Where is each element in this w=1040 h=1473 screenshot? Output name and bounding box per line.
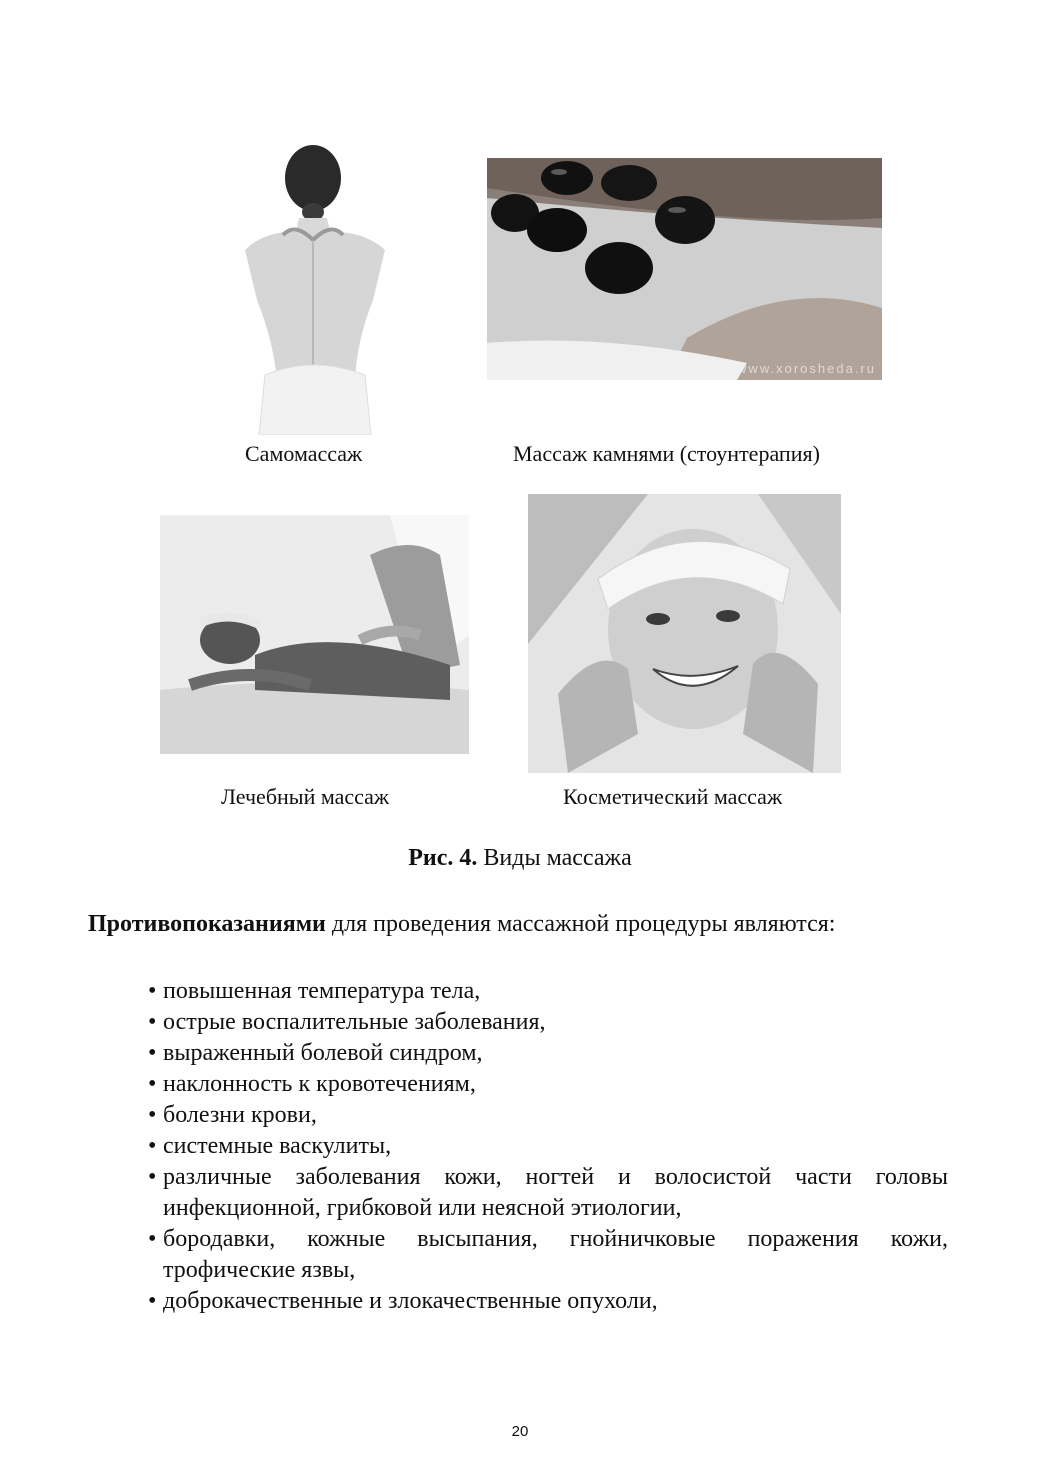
list-item-text: наклонность к кровотечениям,: [163, 1071, 476, 1097]
watermark-text: www.xorosheda.ru: [737, 361, 876, 376]
therapeutic-massage-illustration: [160, 515, 469, 754]
photo-self-massage: [235, 140, 395, 435]
list-item-text: бородавки, кожные высыпания, гнойничковые поражения кожи, трофические язвы,: [163, 1226, 948, 1283]
figure-title-label: Рис. 4.: [408, 845, 478, 871]
caption-cosmetic-massage: Косметический массаж: [563, 784, 783, 809]
photo-therapeutic-massage: [160, 515, 469, 754]
page-number: 20: [511, 1423, 529, 1440]
list-item-text: различные заболевания кожи, ногтей и волосистой части головы инфекционной, грибковой или неясной этиологии,: [163, 1164, 948, 1221]
contraindications-paragraph: [88, 908, 943, 940]
bullet-icon: •: [148, 1040, 157, 1066]
list-item: [148, 1224, 948, 1286]
photo-cosmetic-massage: [528, 494, 841, 773]
self-massage-illustration: [235, 140, 395, 435]
bullet-icon: •: [148, 1071, 157, 1097]
list-item-text: острые воспалительные заболевания,: [163, 1009, 546, 1035]
list-item-text: болезни крови,: [163, 1102, 317, 1128]
list-item: [148, 1007, 948, 1038]
list-item-text: системные васкулиты,: [163, 1133, 392, 1159]
list-item-text: повышенная температура тела,: [163, 978, 481, 1004]
cosmetic-massage-illustration: [528, 494, 841, 773]
list-item: [148, 1100, 948, 1131]
bullet-icon: •: [148, 1102, 157, 1128]
list-item: [148, 1131, 948, 1162]
contraindications-list: [148, 976, 948, 1317]
list-item: [148, 976, 948, 1007]
bullet-icon: •: [148, 978, 157, 1004]
photo-stone-massage: [487, 158, 882, 380]
list-item-text: выраженный болевой синдром,: [163, 1040, 483, 1066]
list-item: [148, 1286, 948, 1317]
bullet-icon: •: [148, 1226, 157, 1252]
list-item: [148, 1038, 948, 1069]
figure-title-text: Виды массажа: [477, 845, 632, 871]
contraindications-lead-text: для проведения массажной процедуры являются:: [325, 911, 836, 937]
caption-self-massage: Самомассаж: [245, 441, 363, 466]
bullet-icon: •: [148, 1288, 157, 1314]
figure-title: [0, 845, 1040, 872]
caption-stone-massage: Массаж камнями (стоунтерапия): [513, 441, 820, 466]
contraindications-lead-bold: Противопоказаниями: [88, 911, 326, 937]
bullet-icon: •: [148, 1133, 157, 1159]
caption-therapeutic-massage: Лечебный массаж: [221, 784, 390, 809]
list-item-text: доброкачественные и злокачественные опухоли,: [163, 1288, 658, 1314]
list-item: [148, 1162, 948, 1224]
list-item: [148, 1069, 948, 1100]
stone-massage-illustration: [487, 158, 882, 380]
bullet-icon: •: [148, 1164, 157, 1190]
bullet-icon: •: [148, 1009, 157, 1035]
